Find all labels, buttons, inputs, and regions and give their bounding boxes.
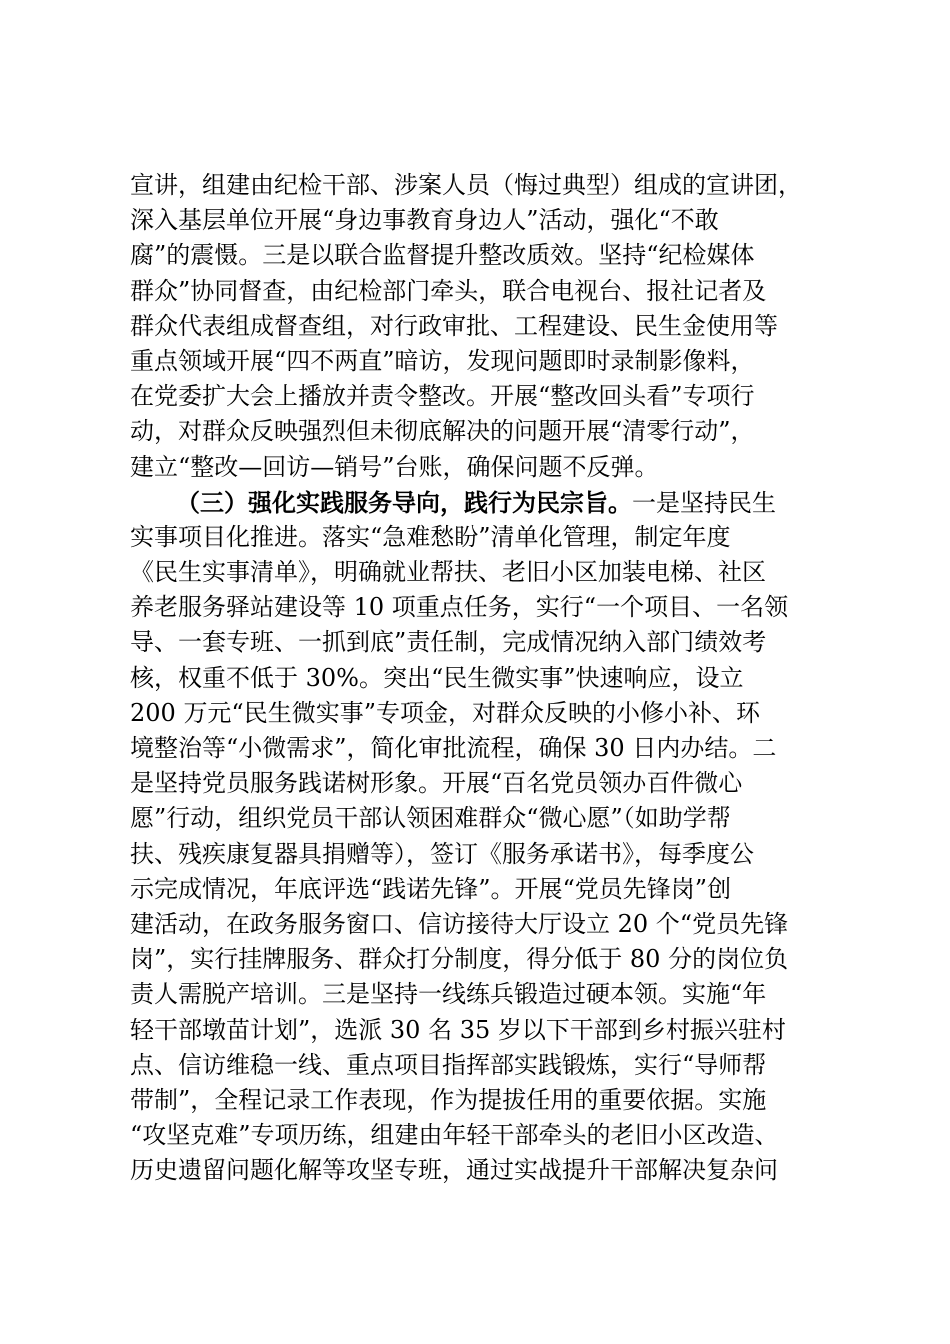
text-line: 带制”，全程记录工作表现，作为提拔任用的重要依据。实施 [130, 1085, 767, 1114]
body-text [130, 168, 830, 1188]
section-heading-line [130, 485, 830, 520]
text-line: 200 万元“民生微实事”专项金，对群众反映的小修小补、环 [130, 698, 760, 727]
text-line: 示完成情况，年底评选“践诺先锋”。开展“党员先锋岗”创 [130, 874, 732, 903]
text-line: 深入基层单位开展“身边事教育身边人”活动，强化“不敢 [130, 206, 719, 235]
text-line: 导、一套专班、一抓到底”责任制，完成情况纳入部门绩效考 [130, 628, 767, 657]
text-line: 在党委扩大会上播放并责令整改。开展“整改回头看”专项行 [130, 382, 755, 411]
text-line: 群众代表组成督查组，对行政审批、工程建设、民生金使用等 [130, 311, 778, 340]
text-line: 境整治等“小微需求”，简化审批流程，确保 30 日内办结。二 [130, 734, 777, 762]
text-line: 腐”的震慑。三是以联合监督提升整改质效。坚持“纪检媒体 [130, 241, 755, 270]
text-line: 重点领域开展“四不两直”暗访，发现问题即时录制影像料， [130, 346, 755, 375]
text-line: 建立“整改—回访—销号”台账，确保问题不反弹。 [130, 452, 659, 481]
text-line: 历史遗留问题化解等攻坚专班，通过实战提升干部解决复杂问 [130, 1156, 778, 1185]
text-line: 轻干部墩苗计划”，选派 30 名 35 岁以下干部到乡村振兴驻村 [130, 1015, 786, 1044]
text-line: 扶、残疾康复器具捐赠等），签订《服务承诺书》，每季度公 [130, 839, 754, 868]
text-line: 宣讲，组建由纪检干部、涉案人员（悔过典型）组成的宣讲团， [130, 171, 802, 199]
text-line: 愿”行动，组织党员干部认领困难群众“微心愿”（如助学帮 [130, 804, 731, 833]
text-line: 建活动，在政务服务窗口、信访接待大厅设立 20 个“党员先锋 [130, 909, 789, 938]
text-line: 责人需脱产培训。三是坚持一线练兵锻造过硬本领。实施“年 [130, 980, 767, 1009]
text-line: 核，权重不低于 30%。突出“民生微实事”快速响应，设立 [130, 663, 744, 692]
text-line: 岗”，实行挂牌服务、群众打分制度，得分低于 80 分的岗位负 [130, 945, 789, 974]
text-line: 实事项目化推进。落实“急难愁盼”清单化管理，制定年度 [130, 522, 731, 551]
text-line: 动，对群众反映强烈但未彻底解决的问题开展“清零行动”， [130, 417, 755, 446]
text-line: 《民生实事清单》，明确就业帮扶、老旧小区加装电梯、社区 [130, 558, 766, 587]
text-line: “攻坚克难”专项历练，组建由年轻干部牵头的老旧小区改造、 [130, 1121, 779, 1150]
text-line: 是坚持党员服务践诺树形象。开展“百名党员领办百件微心 [130, 769, 743, 798]
section-heading: （三）强化实践服务导向，践行为民宗旨。 [176, 487, 632, 517]
text-line-continuation: 一是坚持民生 [632, 488, 776, 517]
text-line: 群众”协同督查，由纪检部门牵头，联合电视台、报社记者及 [130, 276, 767, 305]
text-line: 点、信访维稳一线、重点项目指挥部实践锻炼，实行“导师帮 [130, 1050, 767, 1079]
text-line: 养老服务驿站建设等 10 项重点任务，实行“一个项目、一名领 [130, 593, 789, 622]
